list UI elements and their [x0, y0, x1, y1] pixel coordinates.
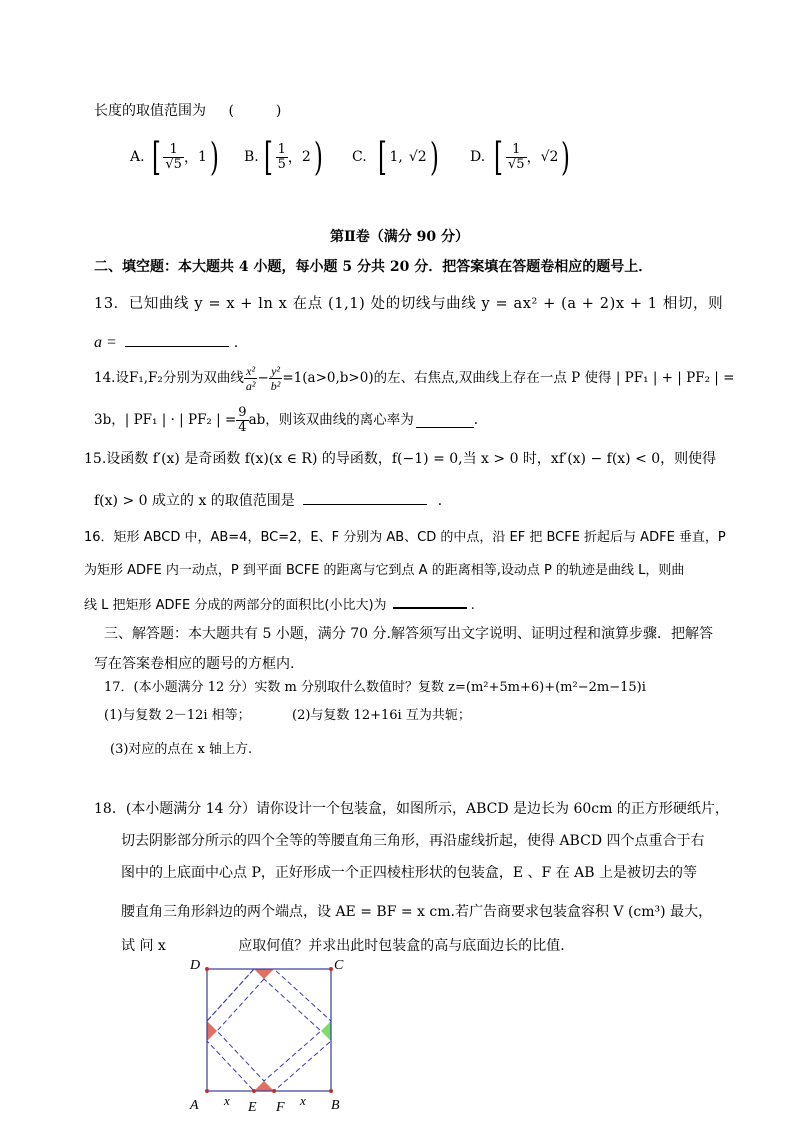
q17-item3: (3)对应的点在 x 轴上方.: [110, 742, 253, 757]
fraction-x2-a2: [244, 364, 258, 393]
right-bracket: ): [313, 135, 323, 179]
cut-triangle-right: [321, 1021, 331, 1041]
left-bracket: [: [263, 135, 273, 179]
point-f: [272, 1089, 276, 1093]
left-bracket: [: [377, 135, 387, 179]
q14-answer-blank[interactable]: [416, 413, 474, 428]
q12-stem: [94, 102, 281, 120]
fraction-numerator: y²: [269, 364, 283, 379]
option-right-value: 2: [301, 149, 311, 165]
fill-in-header: 二、填空题：本大题共 4 小题，每小题 5 分共 20 分．把答案填在答题卷相应的题号上．: [94, 259, 653, 275]
q18-line2: 切去阴影部分所示的四个全等的等腰直角三角形，再沿虚线折起，使得 ABCD 四个点重合于右: [121, 833, 705, 849]
q14-cond: 3b，| PF₁ | · | PF₂ | =: [94, 412, 237, 428]
q12-stem-text: 长度的取值范围为: [94, 103, 206, 119]
minus-sign: −: [257, 370, 269, 386]
q12-option-a: [130, 134, 222, 180]
left-bracket: [: [151, 135, 161, 179]
fraction-numerator: x²: [244, 364, 258, 379]
fraction: [163, 143, 184, 172]
q15-line2: [94, 490, 452, 510]
q16-line2: 为矩形 ADFE 内一动点，P 到平面 BCFE 的距离与它到点 A 的距离相等,设动点 P 的轨迹是曲线 L，则曲: [84, 563, 685, 578]
q15-answer-blank[interactable]: [303, 490, 427, 505]
part3-line1: 三、解答题：本大题共有 5 小题，满分 70 分.解答须写出文字说明、证明过程和演算步骤．把解答: [104, 626, 713, 642]
fraction: [276, 143, 288, 172]
fraction-y2-b2: [269, 364, 283, 393]
right-bracket: ): [429, 135, 439, 179]
fold-line-inner: [217, 979, 321, 1081]
point-a: [205, 1089, 209, 1093]
q13-var-a: a =: [94, 334, 117, 351]
fraction-9-4: [236, 406, 248, 435]
fraction-denominator: √5: [508, 156, 525, 172]
label-x-left: x: [224, 1093, 230, 1108]
fraction-denominator: √5: [165, 156, 182, 172]
point-c: [329, 967, 333, 971]
q16-answer-blank[interactable]: [393, 593, 467, 609]
q16-line1: 16．矩形 ABCD 中，AB=4，BC=2，E、F 分别为 AB、CD 的中点，沿 EF 把 BCFE 折起后与 ADFE 垂直，P: [84, 530, 726, 545]
separator: ，: [183, 150, 198, 166]
option-right-value: 1: [197, 149, 207, 165]
option-key: A.: [130, 149, 145, 165]
q16-question: 线 L 把矩形 ADFE 分成的两部分的面积比(小比大)为: [84, 598, 387, 613]
fraction-denominator: 4: [238, 419, 247, 435]
cut-triangle-top: [254, 969, 274, 979]
q16-end: .: [470, 598, 475, 613]
fold-line-outer: [207, 969, 331, 1091]
label-d: D: [190, 958, 201, 973]
label-x-right: x: [300, 1093, 306, 1108]
point-d: [205, 967, 209, 971]
label-c: C: [334, 958, 344, 973]
q14-end: .: [473, 412, 479, 428]
option-right-value: √2: [540, 149, 559, 165]
fold-line: [207, 969, 254, 1021]
q12-option-d: [470, 134, 573, 180]
cut-triangle-left: [207, 1021, 217, 1041]
square-abcd: [207, 969, 331, 1091]
q18-line4: 腰直角三角形斜边的两个端点，设 AE = BF = x cm.若广告商要求包装盒容积 V (cm³) 最大，: [121, 904, 713, 920]
q14-question: ab，则该双曲线的离心率为: [248, 412, 414, 428]
fraction-numerator: 1: [277, 141, 286, 157]
fraction-denominator: a²: [245, 378, 256, 393]
option-left-value: 1,: [389, 149, 403, 165]
point-e: [252, 1089, 256, 1093]
fraction-numerator: 1: [163, 143, 184, 158]
q15-end: ．: [437, 493, 452, 509]
q17-item2: (2)与复数 12+16i 互为共轭；: [292, 708, 471, 723]
q14-line2: [94, 402, 478, 438]
part2-title: 第Ⅱ卷（满分 90 分）: [330, 229, 470, 245]
separator: ，: [526, 150, 541, 166]
part3-line2: 写在答案卷相应的题号的方框内.: [94, 656, 295, 672]
option-right-value: √2: [408, 149, 427, 165]
q16-line3: [84, 593, 475, 615]
q13-answer-blank[interactable]: [125, 332, 229, 347]
q12-option-b: [244, 134, 326, 180]
label-f: F: [276, 1100, 285, 1115]
option-key: B.: [244, 149, 259, 165]
left-bracket: [: [494, 135, 504, 179]
q14-line1: [94, 360, 734, 396]
q13-line1: 13．已知曲线 y = x + ln x 在点 (1,1) 处的切线与曲线 y = ax² + (a + 2)x + 1 相切，则: [94, 296, 724, 312]
q14-num: 14.设: [94, 370, 129, 386]
label-b: B: [331, 1098, 340, 1113]
q12-option-c: [352, 134, 442, 180]
q18-line3: 图中的上底面中心点 P，正好形成一个正四棱柱形状的包装盒，E 、F 在 AB 上是被切去的等: [121, 865, 698, 881]
separator: ，: [287, 150, 302, 166]
right-bracket: ): [561, 135, 571, 179]
q12-answer-paren: ( ): [228, 103, 282, 119]
right-bracket: ): [209, 135, 219, 179]
fraction: [506, 143, 527, 172]
q15-condition: f(x) > 0 成立的 x 的取值范围是: [94, 493, 295, 509]
label-e: E: [248, 1100, 257, 1115]
fraction-denominator: 5: [277, 156, 286, 172]
packaging-box-figure: [188, 953, 348, 1118]
fraction-numerator: 1: [506, 143, 527, 158]
q18-ask: 试 问 x: [121, 938, 166, 954]
q17-item1: (1)与复数 2－12i 相等；: [104, 708, 251, 723]
q15-line1: 15.设函数 f′(x) 是奇函数 f(x)(x ∈ R) 的导函数，f(−1) = 0,当 x > 0 时，xf′(x) − f(x) < 0，则使得: [84, 451, 717, 467]
option-key: C.: [352, 149, 367, 165]
point-b: [329, 1089, 333, 1093]
label-a: A: [190, 1098, 199, 1113]
q18-line1: 18．(本小题满分 14 分）请你设计一个包装盒，如图所示，ABCD 是边长为 60cm 的正方形硬纸片，: [94, 801, 729, 817]
cut-triangle-bottom: [254, 1081, 274, 1091]
fraction-denominator: b²: [270, 378, 281, 393]
q14-foci: F₁,F₂分别为双曲线: [128, 370, 244, 386]
q14-rest: =1(a>0,b>0)的左、右焦点,双曲线上存在一点 P 使得 | PF₁ | + | PF₂ | =: [282, 370, 735, 386]
fraction-numerator: 9: [238, 404, 247, 420]
option-key: D.: [470, 149, 486, 165]
q13-line2: [94, 332, 238, 352]
q13-end: .: [233, 335, 239, 351]
q18-ask-rest: 应取何值？并求出此时包装盒的高与底面边长的比值.: [238, 938, 565, 954]
q17-line1: 17．(本小题满分 12 分）实数 m 分别取什么数值时？复数 z=(m²+5m+6)+(m²−2m−15)i: [104, 680, 646, 695]
